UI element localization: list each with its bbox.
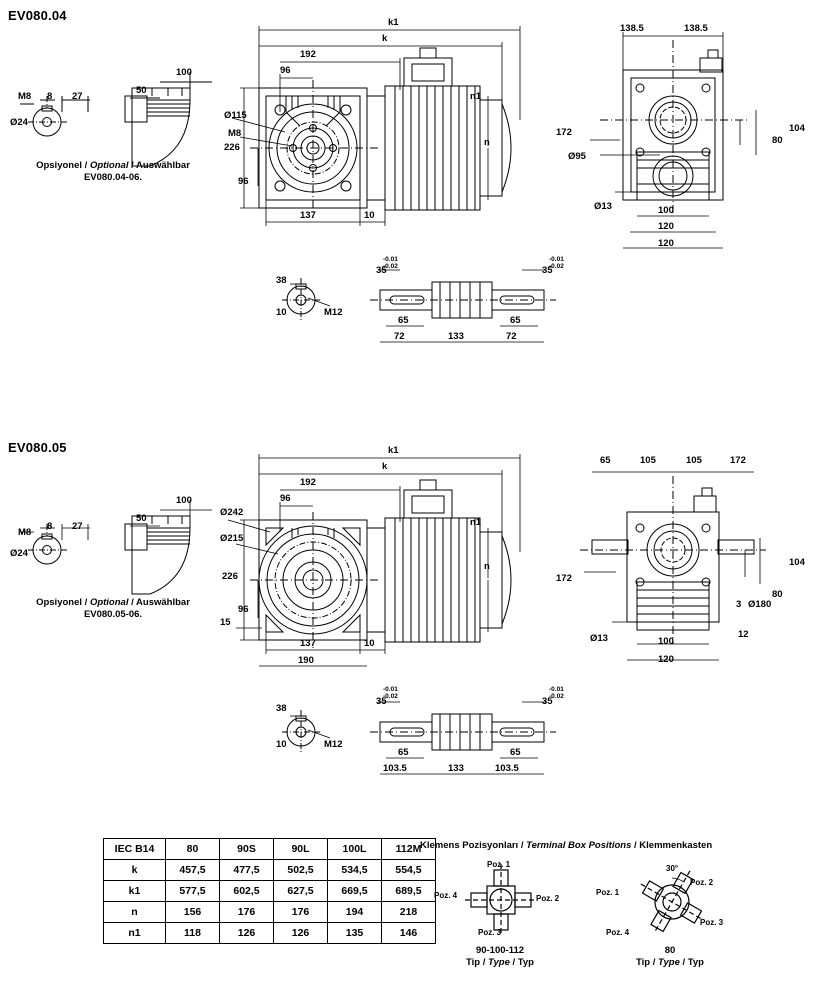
dim2-tol-right: -0.01 -0.02 bbox=[549, 686, 564, 700]
dim2-dia24-detail: Ø24 bbox=[10, 548, 28, 559]
dim2-133: 133 bbox=[448, 763, 464, 774]
poz-3-b: Poz. 3 bbox=[700, 918, 724, 927]
table-cell: 689,5 bbox=[382, 881, 436, 902]
dim2-35-right: 35 bbox=[542, 696, 553, 707]
poz-4-b: Poz. 4 bbox=[606, 928, 630, 937]
dim2-12: 12 bbox=[738, 629, 749, 640]
dim-138-5-left: 138.5 bbox=[620, 23, 644, 34]
dim-10-shaft: 10 bbox=[276, 307, 287, 318]
dim2-m8-detail: M8 bbox=[18, 527, 32, 538]
motor-body-1 bbox=[367, 48, 511, 210]
dim-m8-detail: M8 bbox=[18, 91, 32, 102]
dim-8-detail: 8 bbox=[47, 91, 53, 102]
dim-120-b: 120 bbox=[658, 238, 674, 249]
dim2-100-side: 100 bbox=[658, 636, 674, 647]
dim-192: 192 bbox=[300, 49, 316, 60]
dim-172: 172 bbox=[556, 127, 572, 138]
dim-k1: k1 bbox=[388, 17, 399, 28]
dim2-50-flange: 50 bbox=[136, 513, 147, 524]
table-cell: 146 bbox=[382, 923, 436, 944]
table-cell: 534,5 bbox=[328, 860, 382, 881]
dim2-10-shaft: 10 bbox=[276, 739, 287, 750]
dim2-27-detail: 27 bbox=[72, 521, 83, 532]
dim-dia24-detail: Ø24 bbox=[10, 117, 28, 128]
dim2-m12: M12 bbox=[324, 739, 343, 750]
optional-note-1: Opsiyonel / Optional / Auswählbar EV080.04-06. bbox=[36, 160, 190, 183]
dim-tol-left: -0.01 -0.02 bbox=[383, 256, 398, 270]
dim2-100-flange: 100 bbox=[176, 495, 192, 506]
front-view-housing-2 bbox=[250, 512, 378, 648]
table-header-row bbox=[104, 839, 436, 860]
dim-tol-right: -0.01 -0.02 bbox=[549, 256, 564, 270]
drawing-ev080-04 bbox=[0, 0, 814, 430]
table-cell: 477,5 bbox=[220, 860, 274, 881]
table-header-cell: IEC B14 bbox=[104, 839, 166, 860]
dim2-dia242: Ø242 bbox=[220, 507, 244, 518]
drawing-ev080-05 bbox=[0, 432, 814, 832]
table-row-label: k bbox=[104, 860, 166, 881]
table-cell: 126 bbox=[274, 923, 328, 944]
table-cell: 502,5 bbox=[274, 860, 328, 881]
dim2-n1: n1 bbox=[470, 517, 482, 528]
table-cell: 669,5 bbox=[328, 881, 382, 902]
front-view-housing-1 bbox=[250, 80, 378, 216]
dim2-8-detail: 8 bbox=[47, 521, 53, 532]
dim2-105-right: 105 bbox=[686, 455, 702, 466]
dim2-80: 80 bbox=[772, 589, 783, 600]
table-cell: 194 bbox=[328, 902, 382, 923]
dim-100-side: 100 bbox=[658, 205, 674, 216]
table-header-cell: 112M bbox=[382, 839, 436, 860]
poz-2-a: Poz. 2 bbox=[536, 894, 560, 903]
dim2-n: n bbox=[484, 561, 490, 572]
dim2-3: 3 bbox=[736, 599, 742, 610]
poz-1-b: Poz. 1 bbox=[596, 888, 620, 897]
dim2-10: 10 bbox=[364, 638, 375, 649]
table-cell: 118 bbox=[166, 923, 220, 944]
dim-n1: n1 bbox=[470, 91, 482, 102]
dim2-192: 192 bbox=[300, 477, 316, 488]
dim2-120: 120 bbox=[658, 654, 674, 665]
dim2-dia13: Ø13 bbox=[590, 633, 608, 644]
page-title-ev080-05: EV080.05 bbox=[8, 440, 67, 455]
poz-3-a: Poz. 3 bbox=[478, 928, 502, 937]
angle-30: 30° bbox=[666, 864, 679, 873]
dim-72-left: 72 bbox=[394, 331, 405, 342]
dim2-103-5-left: 103.5 bbox=[383, 763, 407, 774]
table-cell: 126 bbox=[220, 923, 274, 944]
terminal-box-diagram-a bbox=[465, 864, 537, 936]
dim-38: 38 bbox=[276, 275, 287, 286]
table-cell: 627,5 bbox=[274, 881, 328, 902]
table-header-cell: 90L bbox=[274, 839, 328, 860]
dim-k: k bbox=[382, 33, 388, 44]
dim-72-right: 72 bbox=[506, 331, 517, 342]
dim2-172: 172 bbox=[556, 573, 572, 584]
dim-dia95: Ø95 bbox=[568, 151, 586, 162]
table-cell: 156 bbox=[166, 902, 220, 923]
dim-137: 137 bbox=[300, 210, 316, 221]
dim2-38: 38 bbox=[276, 703, 287, 714]
terminal-box-title: Klemens Pozisyonları / Terminal Box Positions / Klemmenkasten bbox=[420, 840, 713, 851]
dim2-tol-left: -0.01 -0.02 bbox=[383, 686, 398, 700]
poz-1-a: Poz. 1 bbox=[487, 860, 511, 869]
table-row-label: n1 bbox=[104, 923, 166, 944]
dim2-105-left: 105 bbox=[640, 455, 656, 466]
terminal-box-caption-b: 80 Tip / Type / Typ bbox=[636, 945, 704, 968]
dim-226: 226 bbox=[224, 142, 240, 153]
dim-120-a: 120 bbox=[658, 221, 674, 232]
optional-shaft-detail-1 bbox=[20, 96, 90, 136]
dim2-k1: k1 bbox=[388, 445, 399, 456]
dim2-190: 190 bbox=[298, 655, 314, 666]
dim2-dia215: Ø215 bbox=[220, 533, 244, 544]
dim2-96-bottom: 96 bbox=[238, 604, 249, 615]
dim2-96-top: 96 bbox=[280, 493, 291, 504]
dim-96-bottom: 96 bbox=[238, 176, 249, 187]
table-cell: 577,5 bbox=[166, 881, 220, 902]
page-title-ev080-04: EV080.04 bbox=[8, 8, 67, 23]
dim2-65-right: 172 bbox=[730, 455, 746, 466]
table-header-cell: 100L bbox=[328, 839, 382, 860]
dim-96-top: 96 bbox=[280, 65, 291, 76]
table-row-label: k1 bbox=[104, 881, 166, 902]
poz-2-b: Poz. 2 bbox=[690, 878, 714, 887]
dim-35-left: 35 bbox=[376, 265, 387, 276]
dim-m12: M12 bbox=[324, 307, 343, 318]
table-header-cell: 90S bbox=[220, 839, 274, 860]
table-row-label: n bbox=[104, 902, 166, 923]
dim-104: 104 bbox=[789, 123, 805, 134]
dim-35-right: 35 bbox=[542, 265, 553, 276]
table-cell: 457,5 bbox=[166, 860, 220, 881]
dim-80: 80 bbox=[772, 135, 783, 146]
dim-27-detail: 27 bbox=[72, 91, 83, 102]
dim2-k: k bbox=[382, 461, 388, 472]
dim2-137: 137 bbox=[300, 638, 316, 649]
table-cell: 176 bbox=[220, 902, 274, 923]
dim-100-flange: 100 bbox=[176, 67, 192, 78]
dim-n: n bbox=[484, 137, 490, 148]
dim-50-flange: 50 bbox=[136, 85, 147, 96]
table-cell: 176 bbox=[274, 902, 328, 923]
dim-m8: M8 bbox=[228, 128, 242, 139]
dim2-35-left: 35 bbox=[376, 696, 387, 707]
dim2-103-5-right: 103.5 bbox=[495, 763, 519, 774]
dim-dia115: Ø115 bbox=[224, 110, 247, 121]
table-cell: 602,5 bbox=[220, 881, 274, 902]
dim2-65-left-s: 65 bbox=[398, 747, 409, 758]
dim-138-5-right: 138.5 bbox=[684, 23, 708, 34]
dim2-226: 226 bbox=[222, 571, 238, 582]
dim-65-left: 65 bbox=[398, 315, 409, 326]
table-header-cell: 80 bbox=[166, 839, 220, 860]
dim2-65-right-s: 65 bbox=[510, 747, 521, 758]
dim-dia13: Ø13 bbox=[594, 201, 612, 212]
dim2-65-left: 65 bbox=[600, 455, 611, 466]
dim-10: 10 bbox=[364, 210, 375, 221]
dim2-dia180: Ø180 bbox=[748, 599, 772, 610]
terminal-box-caption-a: 90-100-112 Tip / Type / Typ bbox=[466, 945, 534, 968]
dim-133: 133 bbox=[448, 331, 464, 342]
optional-note-2: Opsiyonel / Optional / Auswählbar EV080.05-06. bbox=[36, 597, 190, 620]
table-cell: 135 bbox=[328, 923, 382, 944]
dim2-104: 104 bbox=[789, 557, 805, 568]
poz-4-a: Poz. 4 bbox=[434, 891, 458, 900]
table-cell: 554,5 bbox=[382, 860, 436, 881]
table-cell: 218 bbox=[382, 902, 436, 923]
dim-65-right: 65 bbox=[510, 315, 521, 326]
dim2-15: 15 bbox=[220, 617, 231, 628]
